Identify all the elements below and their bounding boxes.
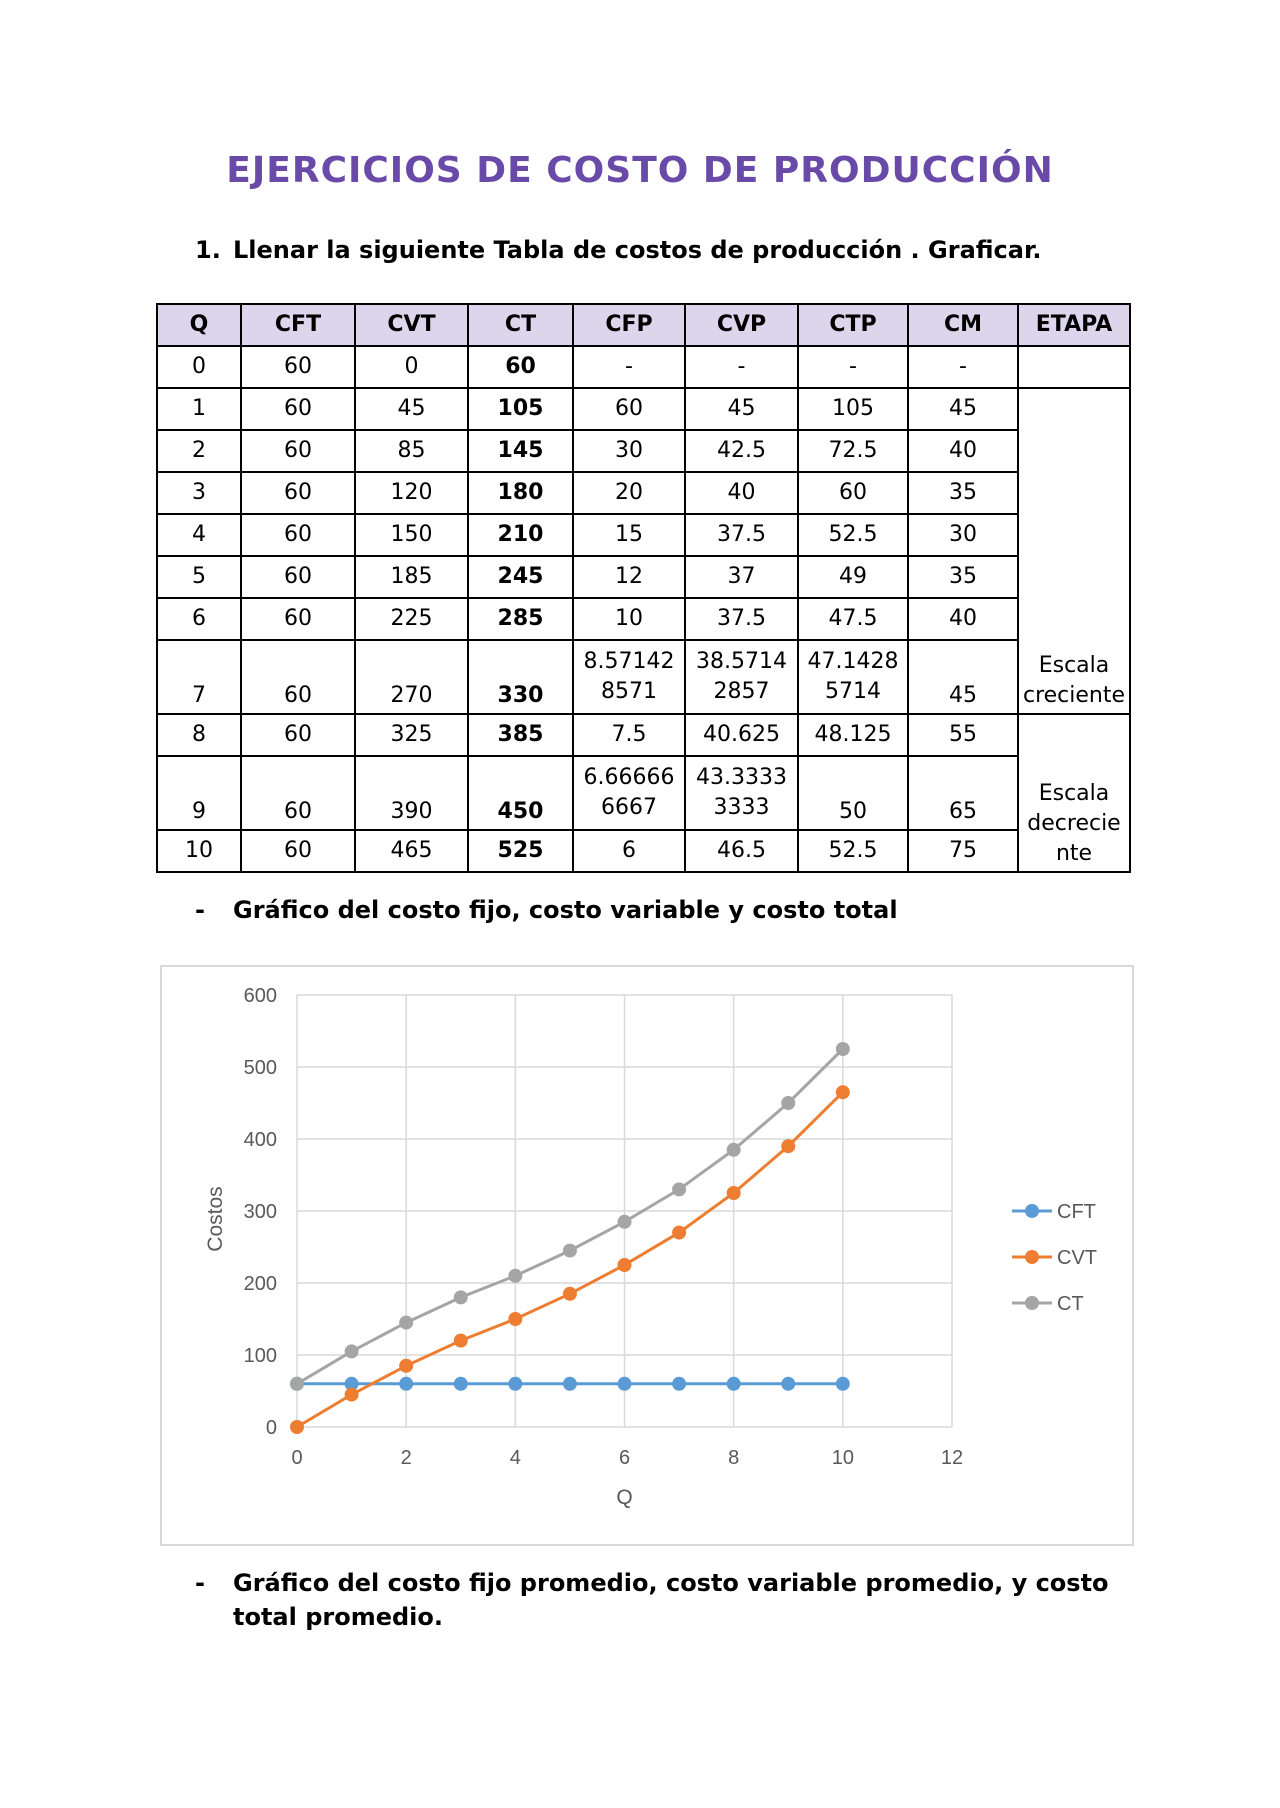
series-line-ct [297,1049,843,1384]
bullet-dash: - [195,896,205,924]
cell-q: 1 [157,388,241,430]
cell-cfp: 10 [573,598,685,640]
x-tick-label: 8 [728,1447,740,1469]
cell-cm: 55 [908,714,1018,756]
cell-cvt: 0 [355,346,468,388]
cell-cvp: 37.5 [685,598,798,640]
cell-ct: 105 [468,388,573,430]
page-title: EJERCICIOS DE COSTO DE PRODUCCIÓN [226,150,1054,191]
data-point-ct [781,1096,795,1110]
data-point-ct [672,1182,686,1196]
exercise-text: Llenar la siguiente Tabla de costos de producción . Graficar. [233,236,1042,264]
data-point-cft [727,1377,741,1391]
data-point-cvt [618,1258,632,1272]
x-tick-label: 6 [618,1447,631,1469]
cell-ct: 145 [468,430,573,472]
cell-ct: 60 [468,346,573,388]
cell-ct: 210 [468,514,573,556]
data-point-cvt [727,1186,741,1200]
costs-table [156,303,1131,873]
cell-cft: 60 [241,430,355,472]
y-tick-label: 100 [243,1345,277,1367]
cell-cfp: 20 [573,472,685,514]
legend-label-ct: CT [1057,1293,1084,1315]
cell-cfp: 6 [573,830,685,872]
table-row [157,430,1130,472]
header-ct: CT [468,304,573,346]
data-point-cvt [672,1226,686,1240]
x-axis-label: Q [616,1486,633,1509]
cell-cfp: 6.66666 6667 [573,756,685,830]
data-point-cft [672,1377,686,1391]
cell-cvt: 390 [355,756,468,830]
data-point-ct [836,1042,850,1056]
cell-cft: 60 [241,388,355,430]
cell-cvt: 45 [355,388,468,430]
header-q: Q [157,304,241,346]
cell-cvp: 40 [685,472,798,514]
data-point-cft [781,1377,795,1391]
cell-ct: 330 [468,640,573,714]
data-point-ct [454,1290,468,1304]
cell-cvt: 225 [355,598,468,640]
cell-q: 8 [157,714,241,756]
cell-cvp: 37.5 [685,514,798,556]
x-tick-label: 0 [291,1447,303,1469]
table-row [157,830,1130,872]
cell-ctp: 105 [798,388,908,430]
table-row [157,346,1130,388]
exercise-number: 1. [195,236,221,264]
cell-cfp: 60 [573,388,685,430]
cell-q: 10 [157,830,241,872]
y-axis-label: Costos [204,1186,227,1252]
data-point-cvt [781,1139,795,1153]
cell-ctp: 49 [798,556,908,598]
cell-q: 2 [157,430,241,472]
y-tick-label: 200 [243,1273,277,1295]
cell-ct: 450 [468,756,573,830]
cell-etapa [1018,346,1130,388]
cell-q: 4 [157,514,241,556]
cell-cm: 40 [908,430,1018,472]
data-point-cft [563,1377,577,1391]
cell-ct: 385 [468,714,573,756]
cell-cvp: 46.5 [685,830,798,872]
cell-cvt: 85 [355,430,468,472]
cell-cft: 60 [241,472,355,514]
cell-cvt: 465 [355,830,468,872]
cell-ctp: 50 [798,756,908,830]
cell-ctp: - [798,346,908,388]
cell-cfp: 15 [573,514,685,556]
cell-cft: 60 [241,640,355,714]
data-point-cft [618,1377,632,1391]
x-tick-label: 2 [400,1447,412,1469]
cell-cm: - [908,346,1018,388]
legend-marker-ct [1025,1296,1039,1310]
data-point-cft [399,1377,413,1391]
cell-q: 5 [157,556,241,598]
cell-cm: 45 [908,640,1018,714]
data-point-ct [618,1215,632,1229]
cell-cm: 65 [908,756,1018,830]
header-cft: CFT [241,304,355,346]
cell-cvt: 120 [355,472,468,514]
table-row [157,714,1130,756]
data-point-ct [399,1316,413,1330]
table-row [157,388,1130,430]
data-point-ct [345,1344,359,1358]
header-cvp: CVP [685,304,798,346]
data-point-ct [508,1269,522,1283]
cell-q: 3 [157,472,241,514]
cell-cft: 60 [241,514,355,556]
header-cfp: CFP [573,304,685,346]
cell-q: 0 [157,346,241,388]
cell-ctp: 47.5 [798,598,908,640]
data-point-cvt [290,1420,304,1434]
cell-cft: 60 [241,556,355,598]
table-row [157,756,1130,830]
cell-cvp: 38.5714 2857 [685,640,798,714]
cell-cvt: 185 [355,556,468,598]
cell-cfp: 12 [573,556,685,598]
cell-cvp: - [685,346,798,388]
legend-label-cvt: CVT [1057,1247,1097,1269]
table-row [157,472,1130,514]
cell-etapa-creciente: Escala creciente [1018,388,1130,714]
x-tick-label: 12 [940,1447,964,1469]
data-point-ct [563,1244,577,1258]
cell-cft: 60 [241,830,355,872]
data-point-cft [454,1377,468,1391]
cell-cvp: 40.625 [685,714,798,756]
x-tick-label: 4 [509,1447,521,1469]
cell-cvt: 270 [355,640,468,714]
cell-ct: 180 [468,472,573,514]
cell-cft: 60 [241,346,355,388]
data-point-cvt [399,1359,413,1373]
legend-marker-cvt [1025,1250,1039,1264]
table-header-row [157,304,1130,346]
data-point-ct [727,1143,741,1157]
y-tick-label: 600 [243,985,277,1007]
exercise-item-1 [195,236,1042,264]
cell-q: 7 [157,640,241,714]
header-cvt: CVT [355,304,468,346]
header-ctp: CTP [798,304,908,346]
cell-cft: 60 [241,598,355,640]
header-etapa: ETAPA [1018,304,1130,346]
data-point-ct [290,1377,304,1391]
cell-ct: 525 [468,830,573,872]
cell-cm: 35 [908,472,1018,514]
cost-chart [160,965,1134,1546]
header-cm: CM [908,304,1018,346]
data-point-cvt [454,1334,468,1348]
cell-ctp: 60 [798,472,908,514]
table-row [157,598,1130,640]
cell-cvp: 45 [685,388,798,430]
y-tick-label: 0 [265,1417,277,1439]
legend-marker-cft [1025,1204,1039,1218]
cell-cvp: 43.3333 3333 [685,756,798,830]
data-point-cvt [563,1287,577,1301]
series-line-cvt [297,1092,843,1427]
table-row [157,556,1130,598]
cell-ct: 285 [468,598,573,640]
y-tick-label: 500 [243,1057,277,1079]
cell-cfp: 30 [573,430,685,472]
cell-q: 9 [157,756,241,830]
data-point-cvt [345,1388,359,1402]
cost-chart-svg [162,967,1136,1548]
data-point-cvt [836,1085,850,1099]
data-point-cft [836,1377,850,1391]
cell-cvt: 325 [355,714,468,756]
y-tick-label: 300 [243,1201,277,1223]
cell-cft: 60 [241,714,355,756]
cell-cfp: 8.57142 8571 [573,640,685,714]
cell-cfp: 7.5 [573,714,685,756]
cell-cvt: 150 [355,514,468,556]
cell-ct: 245 [468,556,573,598]
cell-cft: 60 [241,756,355,830]
x-tick-label: 10 [831,1447,854,1469]
cell-cm: 40 [908,598,1018,640]
cell-ctp: 72.5 [798,430,908,472]
cell-q: 6 [157,598,241,640]
bullet-text: Gráfico del costo fijo promedio, costo variable promedio, y costo total promedio. [233,1569,1109,1631]
table-row [157,640,1130,714]
cell-ctp: 48.125 [798,714,908,756]
data-point-cvt [508,1312,522,1326]
data-point-cft [508,1377,522,1391]
y-tick-label: 400 [243,1129,277,1151]
cell-cm: 45 [908,388,1018,430]
bullet-dash: - [195,1569,205,1597]
cell-cvp: 42.5 [685,430,798,472]
cell-ctp: 52.5 [798,830,908,872]
cell-etapa-decreciente: Escala decrecie nte [1018,714,1130,872]
cell-cm: 30 [908,514,1018,556]
legend-label-cft: CFT [1057,1201,1096,1223]
cell-ctp: 52.5 [798,514,908,556]
cell-ctp: 47.1428 5714 [798,640,908,714]
bullet-text: Gráfico del costo fijo, costo variable y costo total [233,896,898,924]
cell-cm: 75 [908,830,1018,872]
cell-cvp: 37 [685,556,798,598]
cell-cm: 35 [908,556,1018,598]
cell-cfp: - [573,346,685,388]
table-row [157,514,1130,556]
